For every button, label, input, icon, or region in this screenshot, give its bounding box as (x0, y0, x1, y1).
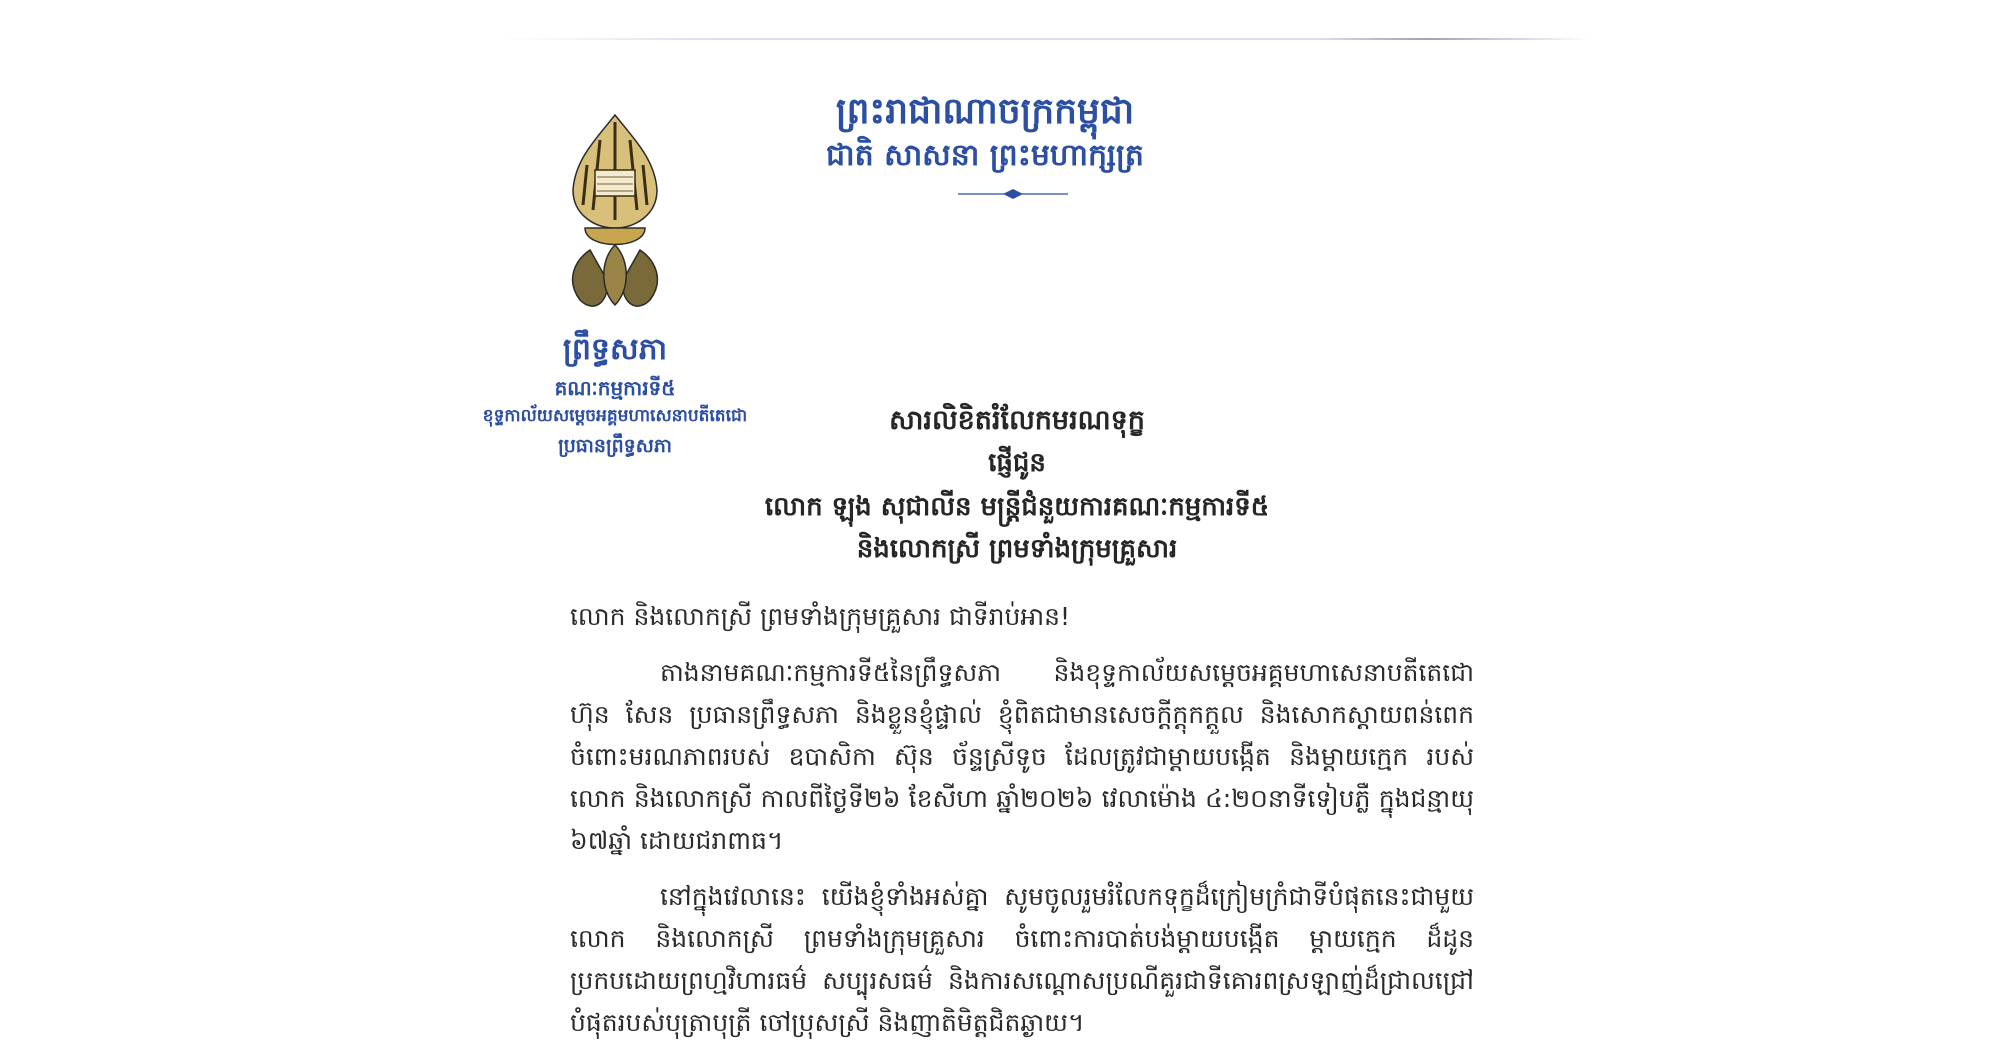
paragraph-line: ហ៊ុន សែន ប្រធានព្រឹទ្ធសភា និងខ្លួនខ្ញុំផ្ទាល់ ខ្ញុំពិតជាមានសេចក្តីក្តុកក្តួល និងសោកស្តាយពន់ពេក (570, 700, 1474, 729)
salutation: លោក និងលោកស្រី ព្រមទាំងក្រុមគ្រួសារ ជាទីរាប់អាន! (570, 602, 1071, 631)
commission-name: គណៈកម្មការទី៥ (554, 376, 676, 400)
paragraph-line: ចំពោះមរណភាពរបស់ ឧបាសិកា ស៊ុន ច័ន្ទស្រីទូច ដែលត្រូវជាម្តាយបង្កើត និងម្តាយក្មេក របស់ (570, 742, 1474, 771)
top-scan-rule (500, 38, 1590, 40)
cabinet-office-name: ខុទ្ទកាល័យសម្តេចអគ្គមហាសេនាបតីតេជោ (482, 406, 748, 426)
paragraph-line: លោក និងលោកស្រី កាលពីថ្ងៃទី២៦ ខែសីហា ឆ្នាំ២០២៦ វេលាម៉ោង ៤:២០នាទីទៀបភ្លឺ ក្នុងជន្មាយុ (570, 784, 1474, 813)
paragraph-line: នៅក្នុងវេលានេះ យើងខ្ញុំទាំងអស់គ្នា សូមចូលរួមរំលែកទុក្ខដ៏ក្រៀមក្រំជាទីបំផុតនេះជាមួយ (660, 882, 1474, 911)
recipient-family-line: និងលោកស្រី ព្រមទាំងក្រុមគ្រួសារ (856, 534, 1178, 564)
paragraph-line: បំផុតរបស់បុត្រាបុត្រី ចៅប្រុសស្រី និងញាតិមិត្តជិតឆ្ងាយ។ (570, 1008, 1085, 1037)
divider-ornament-icon (958, 188, 1068, 200)
paragraph-line: ៦៧ឆ្នាំ ដោយជរាពាធ។ (570, 826, 784, 855)
paragraph-line: តាងនាមគណៈកម្មការទី៥នៃព្រឹទ្ធសភា និងខុទ្ទកាល័យសម្តេចអគ្គមហាសេនាបតីតេជោ (660, 658, 1474, 687)
paragraph-sympathy (570, 876, 1474, 1044)
national-motto: ជាតិ សាសនា ព្រះមហាក្សត្រ (826, 138, 1144, 173)
letter-send-to: ផ្ញើជូន (988, 448, 1046, 478)
paragraph-condolence (570, 652, 1474, 862)
recipient-line: លោក ឡុង សុជាលីន មន្ត្រីជំនួយការគណៈកម្មការទី៥ (764, 492, 1270, 522)
kingdom-title: ព្រះរាជាណាចក្រកម្ពុជា (835, 91, 1135, 132)
paragraph-line: លោក និងលោកស្រី ព្រមទាំងក្រុមគ្រួសារ ចំពោះការបាត់បង់ម្តាយបង្កើត ម្តាយក្មេក ដ៏ដូន (570, 924, 1474, 953)
president-title: ប្រធានព្រឹទ្ធសភា (558, 435, 672, 457)
paragraph-line: ប្រកបដោយព្រហ្មវិហារធម៌ សប្បុរសធម៌ និងការសណ្តោសប្រណីគួរជាទីគោរពស្រឡាញ់ដ៏ជ្រាលជ្រៅ (570, 966, 1474, 995)
senate-name: ព្រឹទ្ធសភា (562, 332, 668, 367)
letter-title: សារលិខិតរំលែកមរណទុក្ខ (889, 405, 1145, 436)
